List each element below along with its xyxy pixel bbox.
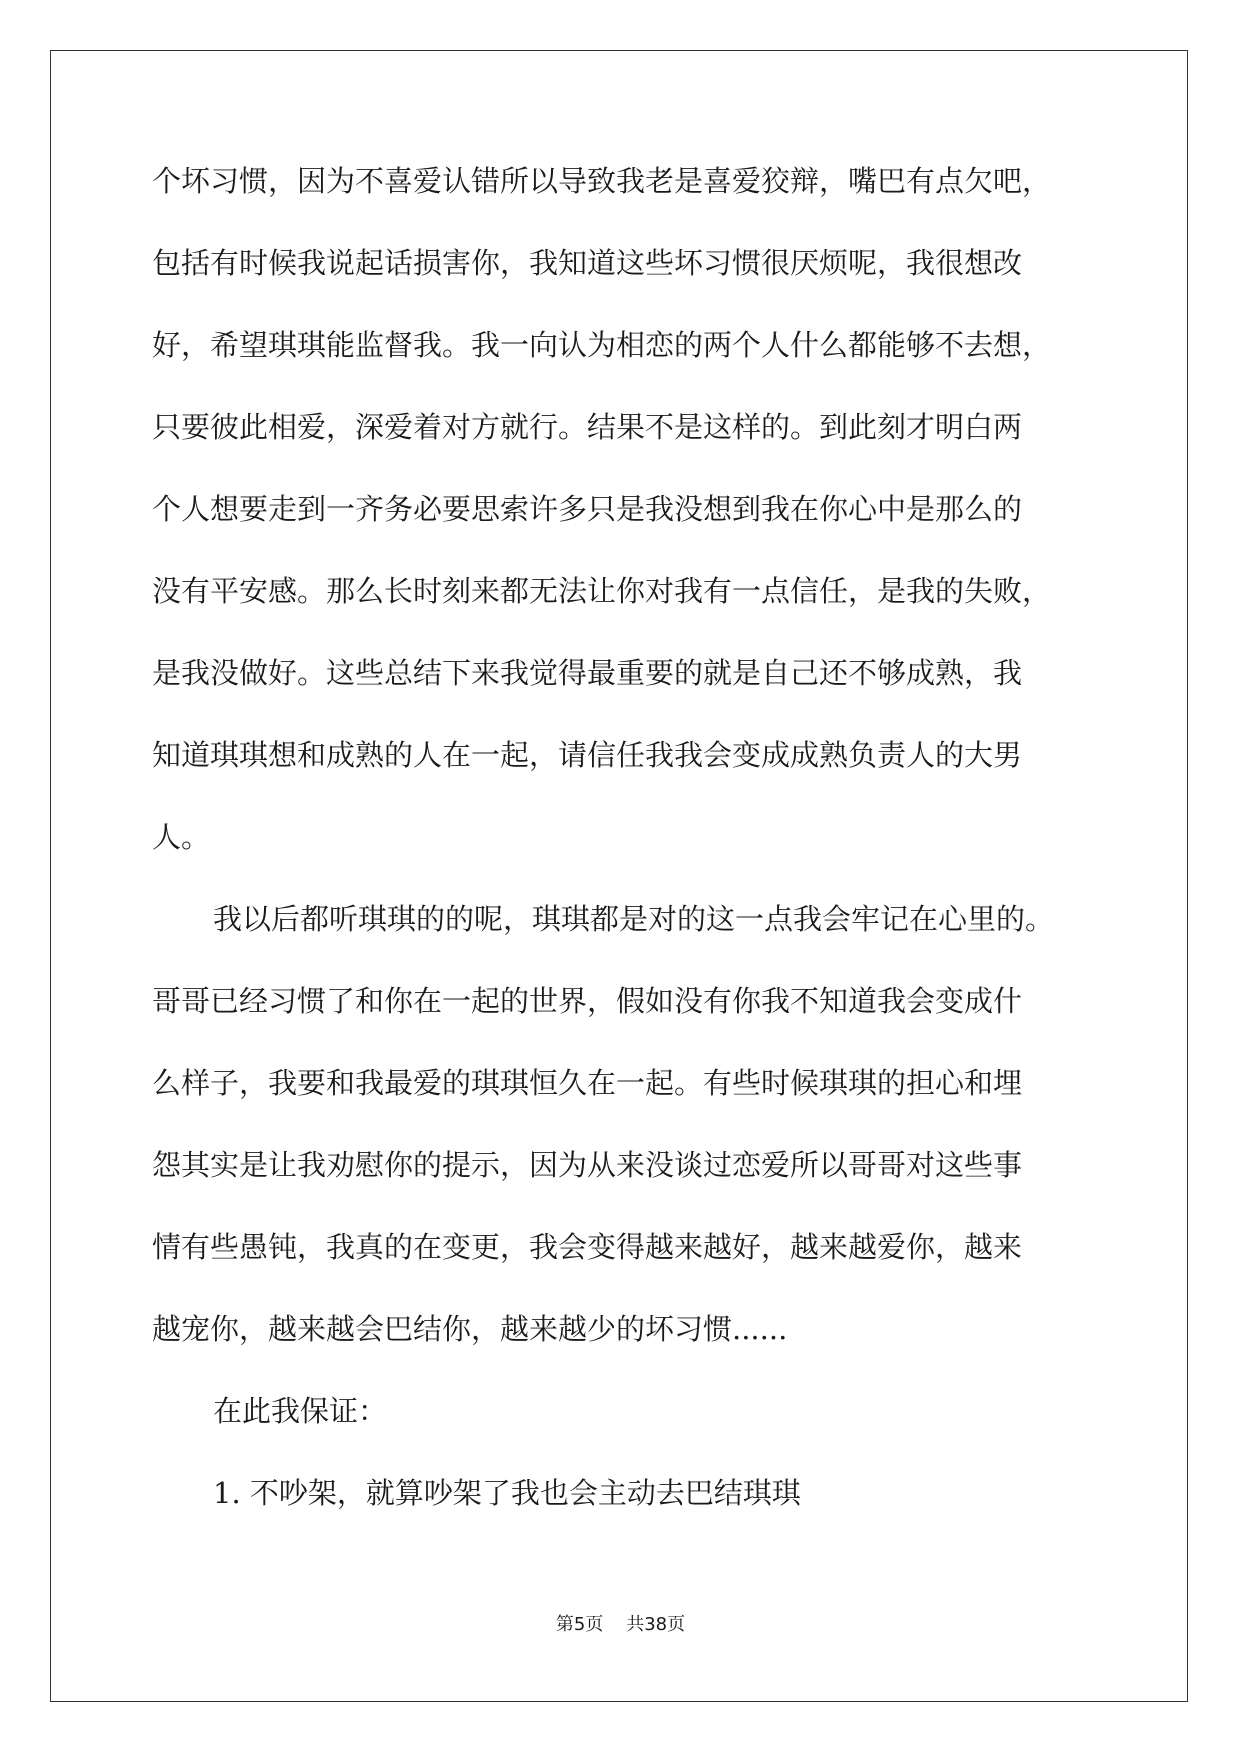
text-line: 越宠你，越来越会巴结你，越来越少的坏习惯...... bbox=[152, 1312, 788, 1346]
document-body bbox=[152, 163, 1094, 1557]
text-line: 是我没做好。这些总结下来我觉得最重要的就是自己还不够成熟，我 bbox=[152, 656, 1023, 690]
footer-total-pages: 38 bbox=[644, 1614, 668, 1635]
paragraph-start-line: 我以后都听琪琪的的呢，琪琪都是对的这一点我会牢记在心里的。 bbox=[213, 902, 1055, 936]
text-line: 怨其实是让我劝慰你的提示，因为从来没谈过恋爱所以哥哥对这些事 bbox=[152, 1148, 1023, 1182]
text-line: 好，希望琪琪能监督我。我一向认为相恋的两个人什么都能够不去想， bbox=[152, 328, 1052, 362]
text-line: 人。 bbox=[152, 820, 211, 854]
text-line: 个人想要走到一齐务必要思索许多只是我没想到我在你心中是那么的 bbox=[152, 492, 1023, 526]
text-line: 知道琪琪想和成熟的人在一起，请信任我我会变成成熟负责人的大男 bbox=[152, 738, 1023, 772]
pledge-item-1: 1. 不吵架，就算吵架了我也会主动去巴结琪琪 bbox=[213, 1476, 801, 1510]
text-line: 个坏习惯，因为不喜爱认错所以导致我老是喜爱狡辩，嘴巴有点欠吧， bbox=[152, 164, 1052, 198]
text-line: 情有些愚钝，我真的在变更，我会变得越来越好，越来越爱你，越来 bbox=[152, 1230, 1023, 1264]
text-line: 哥哥已经习惯了和你在一起的世界，假如没有你我不知道我会变成什 bbox=[152, 984, 1023, 1018]
footer-page-number: 5 bbox=[573, 1614, 586, 1635]
text-line: 包括有时候我说起话损害你，我知道这些坏习惯很厌烦呢，我很想改 bbox=[152, 246, 1023, 280]
text-line: 只要彼此相爱，深爱着对方就行。结果不是这样的。到此刻才明白两 bbox=[152, 410, 1023, 444]
pledge-heading: 在此我保证： bbox=[213, 1394, 388, 1428]
footer-prefix: 第 bbox=[555, 1614, 574, 1635]
footer-total-prefix: 共 bbox=[626, 1614, 645, 1635]
footer-total-suffix: 页 bbox=[667, 1614, 686, 1635]
text-line: 么样子，我要和我最爱的琪琪恒久在一起。有些时候琪琪的担心和埋 bbox=[152, 1066, 1023, 1100]
footer-page-suffix: 页 bbox=[585, 1614, 604, 1635]
text-line: 没有平安感。那么长时刻来都无法让你对我有一点信任，是我的失败， bbox=[152, 574, 1052, 608]
page-footer bbox=[0, 1613, 1241, 1637]
